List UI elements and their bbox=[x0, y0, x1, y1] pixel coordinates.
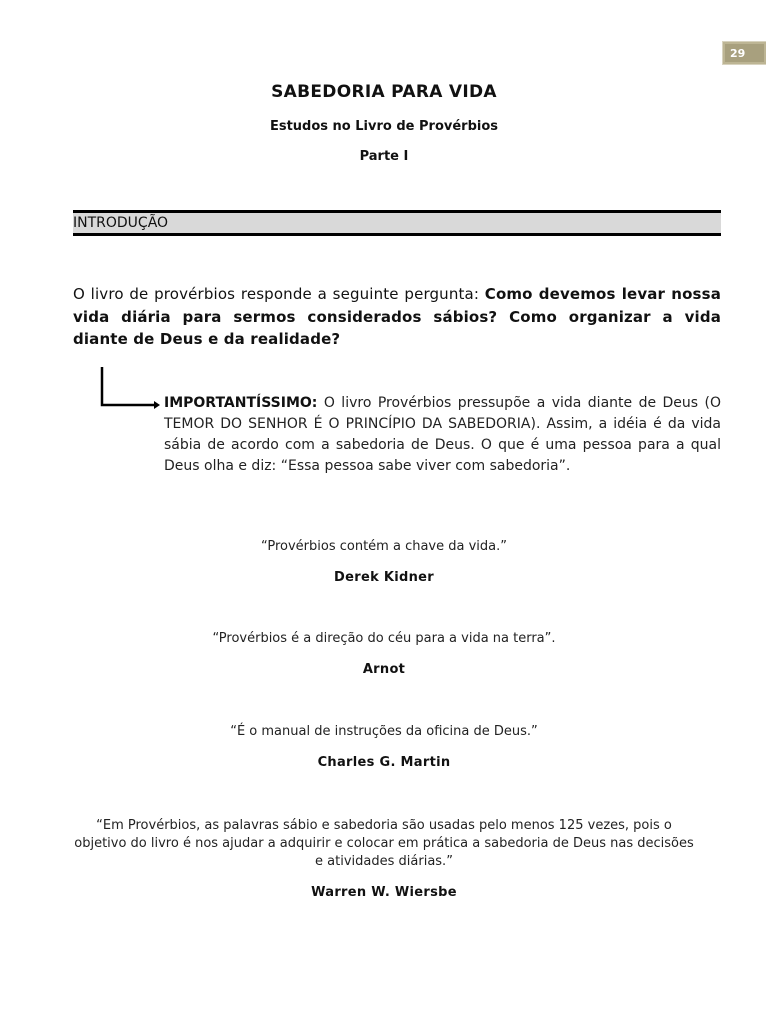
quote-author: Derek Kidner bbox=[334, 570, 434, 585]
intro-paragraph bbox=[73, 283, 721, 351]
bent-arrow-icon bbox=[98, 365, 160, 411]
document-title: SABEDORIA PARA VIDA bbox=[271, 82, 497, 102]
important-label: IMPORTANTÍSSIMO: bbox=[164, 395, 318, 411]
section-heading-bar bbox=[73, 210, 721, 236]
page-number-badge: 29 bbox=[722, 41, 766, 65]
important-note bbox=[164, 393, 721, 477]
quote-text: “Provérbios contém a chave da vida.” bbox=[261, 539, 507, 554]
quote-text: “Em Provérbios, as palavras sábio e sabedoria são usadas pelo menos 125 vezes, pois o objetivo do livro é nos ajudar a adquirir e colocar em prática a sabedoria de Deus nas decisões e atividades diárias.” bbox=[74, 818, 694, 869]
section-heading: INTRODUÇÃO bbox=[73, 215, 169, 231]
quote-author: Charles G. Martin bbox=[317, 755, 451, 770]
document-part: Parte I bbox=[359, 149, 409, 164]
intro-lead: O livro de provérbios responde a seguinte pergunta: bbox=[73, 285, 485, 303]
important-text: O livro Provérbios pressupõe a vida diante de Deus (O TEMOR DO SENHOR É O PRINCÍPIO DA SABEDORIA). Assim, a idéia é da vida sábia de acordo com a sabedoria de Deus. O que é uma pessoa para a qual Deus olha e diz: “Essa pessoa sabe viver com sabedoria”. bbox=[164, 395, 721, 474]
quote-text: “Provérbios é a direção do céu para a vida na terra”. bbox=[212, 631, 556, 646]
quote-author: Warren W. Wiersbe bbox=[311, 885, 457, 900]
quote-author: Arnot bbox=[362, 662, 406, 677]
document-subtitle: Estudos no Livro de Provérbios bbox=[269, 119, 499, 134]
intro-question: Como devemos levar nossa vida diária para sermos considerados sábios? Como organizar a vida diante de Deus e da realidade? bbox=[73, 285, 721, 348]
quote-text: “É o manual de instruções da oficina de Deus.” bbox=[230, 724, 538, 739]
